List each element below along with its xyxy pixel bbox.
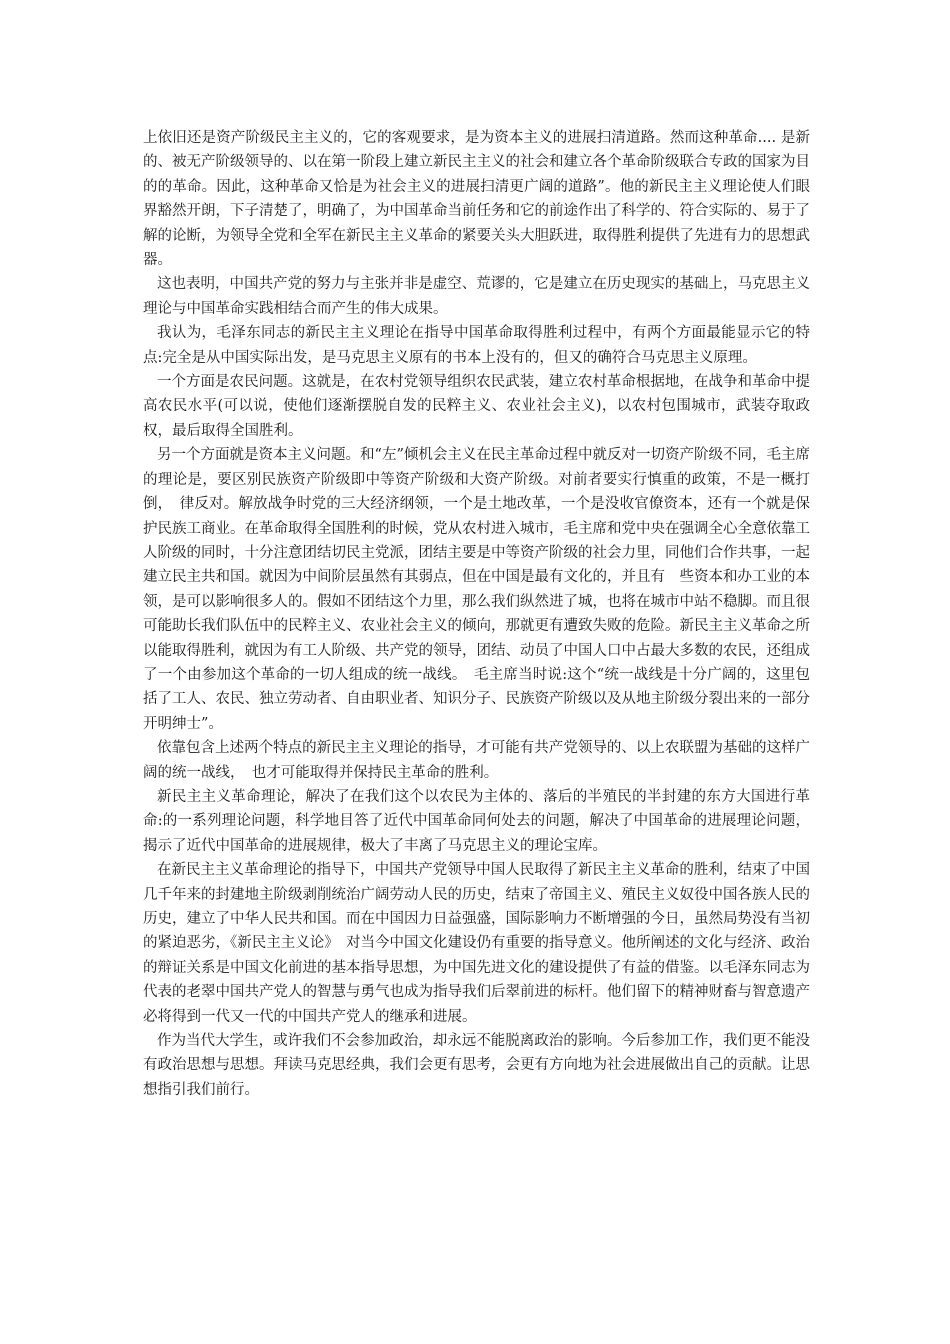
paragraph-5: 另一个方面就是资本主义问题。和“左”倾机会主义在民主革命过程中就反对一切资产阶级不同，毛主席的理论是，要区别民族资产阶级即中等资产阶级和大资产阶级。对前者要实行慎重的政策，不是一概打倒， 律反对。解放战争时党的三大经济纲领，一个是土地改革，一个是没收官僚资本，还有一个就是保护民族工商业。在革命取得全国胜利的时候，党从农村进入城市，毛主席和党中央在强调全心全意依靠工人阶级的同时，十分注意团结切民主党派，团结主要是中等资产阶级的社会力里，同他们合作共事，一起建立民主共和国。就因为中间阶层虽然有其弱点，但在中国是最有文化的，并且有 些资本和办工业的本领，是可以影响很多人的。假如不团结这个力里，那么我们纵然进了城，也将在城市中站不稳脚。而且很可能助长我们队伍中的民粹主义、农业社会主义的倾向，那就更有遭致失败的危险。新民主主义革命之所以能取得胜利，就因为有工人阶级、共产党的领导，团结、动员了中国人口中占最大多数的农民，还组成了一个由参加这个革命的一切人组成的统一战线。 毛主席当时说:这个“统一战线是十分广阔的，这里包括了工人、农民、独立劳动者、自由职业者、知识分子、民族资产阶级以及从地主阶级分裂出来的一部分开明绅士”。	[143, 447, 810, 732]
paragraph-4: 一个方面是农民问题。这就是，在农村党领导组织农民武装，建立农村革命根据地，在战争和革命中提高农民水平(可以说，使他们逐渐摆脱自发的民粹主义、农业社会主义)，以农村包围城市，武装夺取政权，最后取得全国胜利。	[143, 374, 810, 439]
paragraph-9: 作为当代大学生，或许我们不会参加政治，却永远不能脱离政治的影响。今后参加工作，我们更不能没有政治思想与思想。拜读马克思经典，我们会更有思考，会更有方向地为社会进展做出自己的贡献。让思想指引我们前行。	[143, 1033, 810, 1098]
paragraph-7: 新民主主义革命理论，解决了在我们这个以农民为主体的、落后的半殖民的半封建的东方大国进行革命:的一系列理论问题，科学地目答了近代中国革命同何处去的问题，解决了中国革命的进展理论问题，揭示了近代中国革命的进展规律，极大了丰离了马克思主义的理论宝库。	[143, 788, 810, 854]
paragraph-8: 在新民主主义革命理论的指导下，中国共产党领导中国人民取得了新民主主义革命的胜利，结束了中国几千年来的封建地主阶级剥削统治广阔劳动人民的历史，结束了帝国主义、殖民主义奴役中国各族人民的历史，建立了中华人民共和国。而在中国因力日益强盛，国际影响力不断增强的今日，虽然局势没有当初的紧迫恶劣，《新民主主义论》 对当今中国文化建设仍有重要的指导意义。他所阐述的文化与经济、政治的辩证关系是中国文化前进的基本指导思想，为中国先进文化的建设提供了有益的借鉴。以毛泽东同志为代表的老翠中国共产党人的智慧与勇气也成为指导我们后翠前进的标杆。他们留下的精神财畜与智意遗产必将得到一代又一代的中国共产党人的继承和进展。	[143, 862, 810, 1025]
paragraph-3: 我认为，毛泽东同志的新民主主义理论在指导中国革命取得胜利过程中，有两个方面最能显示它的特点:完全是从中国实际出发，是马克思主义原有的书本上没有的，但又的确符合马克思主义原理。	[143, 325, 810, 366]
paragraph-6: 依靠包含上述两个特点的新民主主义理论的指导，才可能有共产党领导的、以上农联盟为基础的这样广阔的统一战线， 也才可能取得并保持民主革命的胜利。	[143, 740, 810, 781]
document-body	[143, 126, 810, 1102]
paragraph-1: 上依旧还是资产阶级民主主义的，它的客观要求，是为资本主义的进展扫清道路。然而这种革命.... 是新的、被无产阶级领导的、以在第一阶段上建立新民主主义的社会和建立各个革命阶级联合专政的国家为目的的革命。因此，这种革命又恰是为社会主义的进展扫清更广阔的道路”。他的新民主主义理论使人们眼界豁然开朗，下子清楚了，明确了，为中国革命当前任务和它的前途作出了科学的、符合实际的、易于了解的论断，为领导全党和全军在新民主主义革命的紧要关头大胆跃进，取得胜利提供了先进有力的思想武器。	[143, 130, 810, 269]
paragraph-2: 这也表明，中国共产党的努力与主张并非是虚空、荒谬的，它是建立在历史现实的基础上，马克思主义理论与中国革命实践相结合而产生的伟大成果。	[143, 276, 810, 317]
